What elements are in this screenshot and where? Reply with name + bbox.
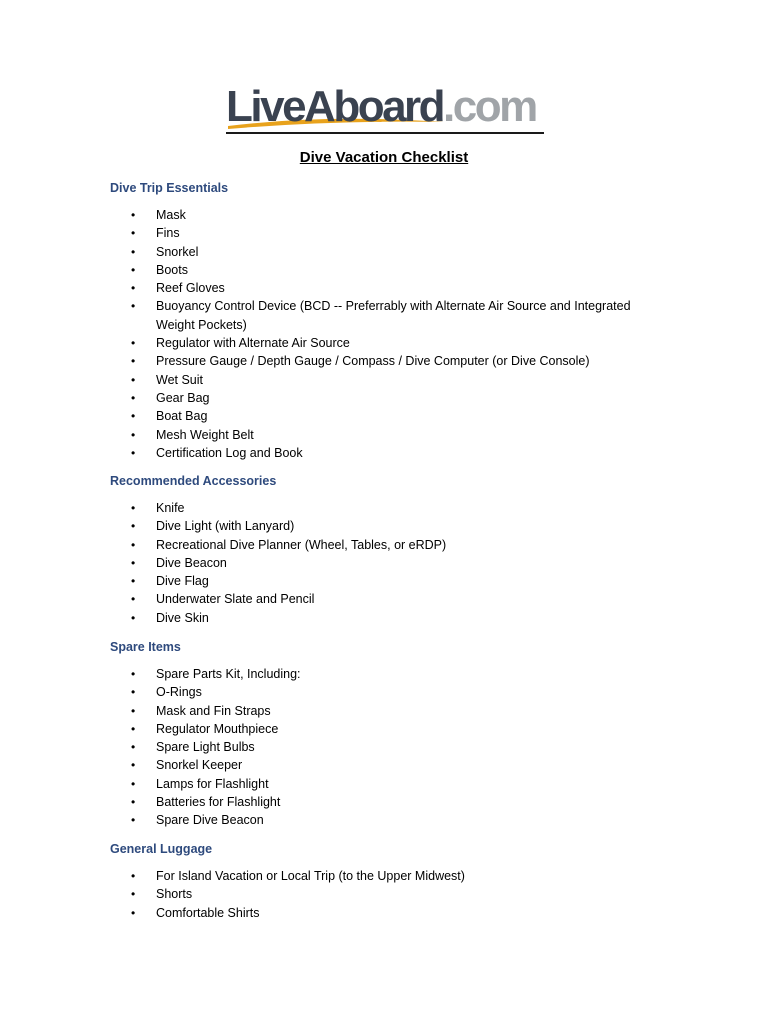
bullet-dot-icon: •	[131, 758, 136, 773]
list-item: • Pressure Gauge / Depth Gauge / Compass / Dive Computer (or Dive Console)	[0, 352, 656, 370]
bullet-dot-icon: •	[131, 208, 136, 222]
bullet-dot-icon: •	[131, 887, 136, 902]
bullet-dot-icon: •	[131, 427, 136, 442]
bullet-dot-icon: •	[131, 299, 136, 314]
checklist-recommended-accessories	[0, 499, 656, 627]
list-item: • Snorkel	[0, 243, 656, 261]
bullet-dot-icon: •	[131, 703, 136, 718]
bullet-dot-icon: •	[131, 354, 136, 369]
bullet-dot-icon: •	[131, 226, 136, 241]
section-heading-general-luggage: General Luggage	[110, 842, 213, 856]
list-item: • Mask and Fin Straps	[0, 702, 656, 720]
list-item: • Regulator with Alternate Air Source	[0, 334, 656, 352]
bullet-dot-icon: •	[131, 721, 136, 736]
list-item: • Snorkel Keeper	[0, 756, 656, 774]
list-item: • Mask	[0, 206, 656, 224]
list-item: • Fins	[0, 224, 656, 242]
list-item: • Batteries for Flashlight	[0, 793, 656, 811]
list-item: • Regulator Mouthpiece	[0, 720, 656, 738]
list-item: • Reef Gloves	[0, 279, 656, 297]
list-item: • Shorts	[0, 885, 656, 903]
bullet-dot-icon: •	[131, 905, 136, 920]
list-item: • Boat Bag	[0, 407, 656, 425]
document-title: Dive Vacation Checklist	[299, 149, 469, 166]
bullet-dot-icon: •	[131, 869, 136, 883]
bullet-dot-icon: •	[131, 519, 136, 534]
bullet-dot-icon: •	[131, 336, 136, 351]
bullet-dot-icon: •	[131, 813, 136, 828]
list-item: • Dive Light (with Lanyard)	[0, 517, 656, 535]
bullet-dot-icon: •	[131, 667, 136, 681]
list-item: • Wet Suit	[0, 371, 656, 389]
list-item: • Knife	[0, 499, 656, 517]
section-heading-recommended-accessories: Recommended Accessories	[110, 474, 277, 488]
list-item: • Spare Dive Beacon	[0, 811, 656, 829]
bullet-dot-icon: •	[131, 740, 136, 755]
bullet-dot-icon: •	[131, 685, 136, 700]
logo-wordmark	[226, 82, 536, 132]
bullet-dot-icon: •	[131, 610, 136, 625]
bullet-dot-icon: •	[131, 409, 136, 424]
bullet-dot-icon: •	[131, 795, 136, 810]
list-item: • Spare Parts Kit, Including:	[0, 665, 656, 683]
logo-main-text: LiveAboard	[226, 82, 444, 131]
checklist-spare-items	[0, 665, 656, 830]
bullet-dot-icon: •	[131, 262, 136, 277]
list-item: • Recreational Dive Planner (Wheel, Tables, or eRDP)	[0, 536, 656, 554]
bullet-dot-icon: •	[131, 390, 136, 405]
bullet-dot-icon: •	[131, 776, 136, 791]
bullet-dot-icon: •	[131, 574, 136, 589]
section-heading-spare-items: Spare Items	[110, 640, 181, 654]
bullet-dot-icon: •	[131, 555, 136, 570]
liveaboard-logo	[226, 82, 544, 136]
list-item: • O-Rings	[0, 683, 656, 701]
list-item: • Lamps for Flashlight	[0, 775, 656, 793]
bullet-dot-icon: •	[131, 592, 136, 607]
bullet-dot-icon: •	[131, 244, 136, 259]
list-item: • Mesh Weight Belt	[0, 426, 656, 444]
list-item: • Buoyancy Control Device (BCD -- Preferrably with Alternate Air Source and Integrated Weight Pockets)	[131, 299, 631, 332]
bullet-dot-icon: •	[131, 501, 136, 515]
list-item: • Dive Flag	[0, 572, 656, 590]
list-item: • Certification Log and Book	[0, 444, 656, 462]
logo-underline-rule	[226, 132, 544, 134]
list-item: • Gear Bag	[0, 389, 656, 407]
list-item: • Comfortable Shirts	[0, 904, 656, 922]
list-item: • Dive Skin	[0, 609, 656, 627]
list-item: • For Island Vacation or Local Trip (to the Upper Midwest)	[0, 867, 656, 885]
list-item: • Underwater Slate and Pencil	[0, 590, 656, 608]
list-item: • Spare Light Bulbs	[0, 738, 656, 756]
bullet-dot-icon: •	[131, 281, 136, 296]
checklist-dive-trip-essentials	[0, 206, 656, 462]
list-item: • Dive Beacon	[0, 554, 656, 572]
section-heading-dive-trip-essentials: Dive Trip Essentials	[110, 181, 229, 195]
logo-suffix-text: .com	[443, 82, 536, 131]
bullet-dot-icon: •	[131, 537, 136, 552]
bullet-dot-icon: •	[131, 445, 136, 460]
bullet-dot-icon: •	[131, 372, 136, 387]
checklist-general-luggage	[0, 867, 656, 922]
list-item: • Boots	[0, 261, 656, 279]
